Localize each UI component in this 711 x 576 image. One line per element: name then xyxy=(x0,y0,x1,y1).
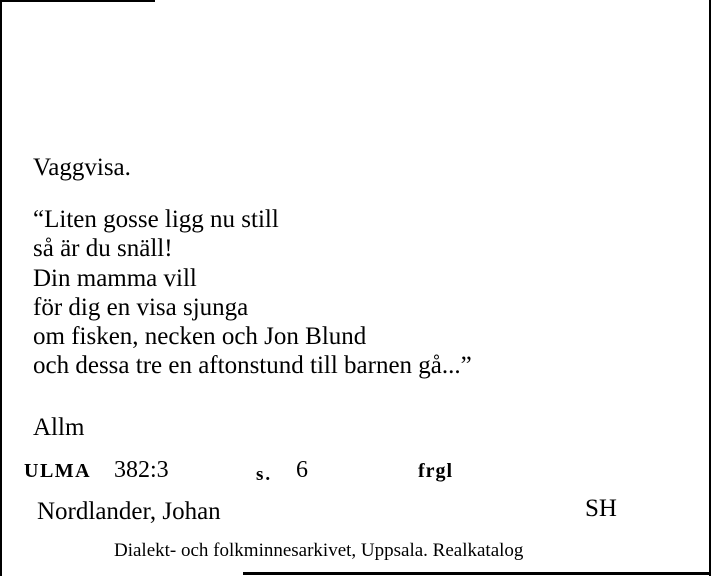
author-name: Nordlander, Johan xyxy=(37,498,221,525)
card-title: Vaggvisa. xyxy=(33,154,131,181)
page-number: 6 xyxy=(296,457,308,483)
verse-line: “Liten gosse ligg nu still xyxy=(33,206,279,233)
verse-line: för dig en visa sjunga xyxy=(33,293,249,321)
verse-line: Din mamma vill xyxy=(33,264,197,292)
category-label: Allm xyxy=(33,414,85,441)
card-border-left xyxy=(0,0,2,576)
region-code: SH xyxy=(585,495,617,522)
archive-number: 382:3 xyxy=(114,457,169,483)
archive-footer: Dialekt- och folkminnesarkivet, Uppsala. Realkatalog xyxy=(114,540,524,561)
marker-label: frgl xyxy=(418,460,454,482)
verse-line: om fisken, necken och Jon Blund xyxy=(33,323,367,351)
card-border-top xyxy=(0,0,155,2)
archive-code: ULMA xyxy=(24,460,92,482)
verse-line: så är du snäll! xyxy=(33,235,173,263)
card-border-bottom xyxy=(243,572,711,575)
page-label: s. xyxy=(256,464,273,485)
verse-text xyxy=(33,205,472,381)
verse-line: och dessa tre en aftonstund till barnen gå...” xyxy=(33,352,472,380)
